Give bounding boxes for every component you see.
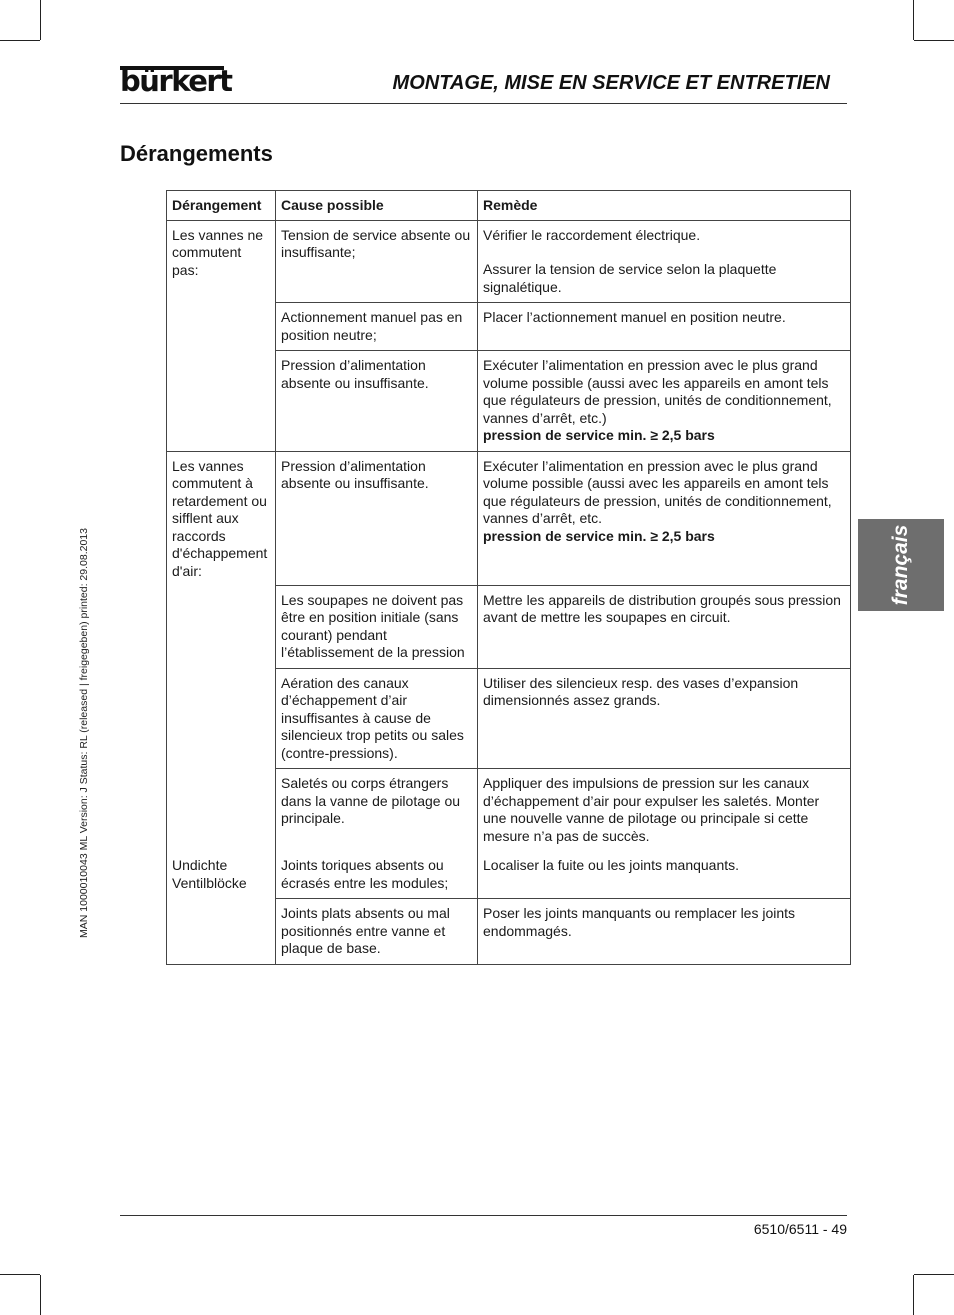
cause-cell: Pression d’alimentation absente ou insuffisante.: [276, 351, 478, 452]
troubleshooting-table: [166, 190, 851, 965]
cause-cell: Pression d’alimentation absente ou insuffisante.: [276, 451, 478, 585]
section-header-title: MONTAGE, MISE EN SERVICE ET ENTRETIEN: [392, 72, 830, 94]
document-status-text: MAN 1000010043 ML Version: J Status: RL (released | freigegeben) printed: 29.08.2013: [78, 528, 90, 938]
remedy-cell: Poser les joints manquants ou remplacer les joints endommagés.: [478, 899, 851, 965]
table-row: [167, 851, 851, 899]
remedy-cell: Utiliser des silencieux resp. des vases d’expansion dimensionnés assez grands.: [478, 668, 851, 769]
crop-mark: [0, 40, 40, 41]
fault-cell: Les vannes ne commutent pas:: [167, 220, 276, 451]
cause-cell: Joints toriques absents ou écrasés entre les modules;: [276, 851, 478, 899]
footer-rule: [120, 1215, 847, 1216]
header-rule: [120, 103, 847, 104]
logo-text: bürkert: [120, 64, 232, 98]
remedy-cell: Localiser la fuite ou les joints manquants.: [478, 851, 851, 899]
remedy-text: Assurer la tension de service selon la plaquette signalétique.: [483, 261, 777, 295]
crop-mark: [0, 1274, 40, 1275]
cause-cell: Saletés ou corps étrangers dans la vanne de pilotage ou principale.: [276, 769, 478, 852]
page-title: Dérangements: [120, 141, 273, 166]
language-tab: [858, 519, 944, 611]
crop-mark: [913, 1275, 914, 1315]
remedy-text: Exécuter l’alimentation en pression avec le plus grand volume possible (aussi avec les appareils en amont tels que régulateurs de pression, unités de conditionnement, vannes d’arrêt, etc.: [483, 457, 832, 526]
cause-cell: Tension de service absente ou insuffisante;: [276, 220, 478, 303]
crop-mark: [914, 1274, 954, 1275]
header-cause: Cause possible: [276, 191, 478, 221]
table-header-row: [167, 191, 851, 221]
cause-cell: Joints plats absents ou mal positionnés entre vanne et plaque de base.: [276, 899, 478, 965]
remedy-pressure-note: pression de service min. ≥ 2,5 bars: [483, 527, 715, 544]
remedy-cell: [478, 451, 851, 585]
remedy-text: Exécuter l’alimentation en pression avec le plus grand volume possible (aussi avec les appareils en amont tels que régulateurs de pression, unités de conditionnement, vannes d’arrêt, etc.): [483, 357, 832, 426]
language-tab-label: français: [889, 524, 912, 606]
crop-mark: [40, 0, 41, 40]
remedy-cell: [478, 351, 851, 452]
remedy-cell: Appliquer des impulsions de pression sur les canaux d’échappement d’air pour expulser les saletés. Monter une nouvelle vanne de pilotage ou principale si cette mesure n’a pas de succès.: [478, 769, 851, 852]
remedy-text: Vérifier le raccordement électrique.: [483, 226, 701, 243]
crop-mark: [40, 1275, 41, 1315]
cause-cell: Actionnement manuel pas en position neutre;: [276, 303, 478, 351]
remedy-cell: [478, 220, 851, 303]
crop-mark: [914, 40, 954, 41]
table-row: [167, 451, 851, 585]
header-fault: Dérangement: [167, 191, 276, 221]
cause-cell: Les soupapes ne doivent pas être en position initiale (sans courant) pendant l’établissement de la pression: [276, 585, 478, 668]
remedy-pressure-note: pression de service min. ≥ 2,5 bars: [483, 427, 715, 443]
fault-cell: Les vannes commutent à retardement ou sifflent aux raccords d'échappement d'air:: [167, 451, 276, 851]
table-row: [167, 220, 851, 303]
burkert-logo: [120, 64, 232, 98]
cause-cell: Aération des canaux d’échappement d’air insuffisantes à cause de silencieux trop petits ou sales (contre-pressions).: [276, 668, 478, 769]
page-reference: 6510/6511 - 49: [753, 1221, 847, 1237]
fault-cell: Undichte Ventilblöcke: [167, 851, 276, 964]
remedy-cell: Mettre les appareils de distribution groupés sous pression avant de mettre les soupapes en circuit.: [478, 585, 851, 668]
remedy-cell: Placer l’actionnement manuel en position neutre.: [478, 303, 851, 351]
crop-mark: [913, 0, 914, 40]
header-remedy: Remède: [478, 191, 851, 221]
